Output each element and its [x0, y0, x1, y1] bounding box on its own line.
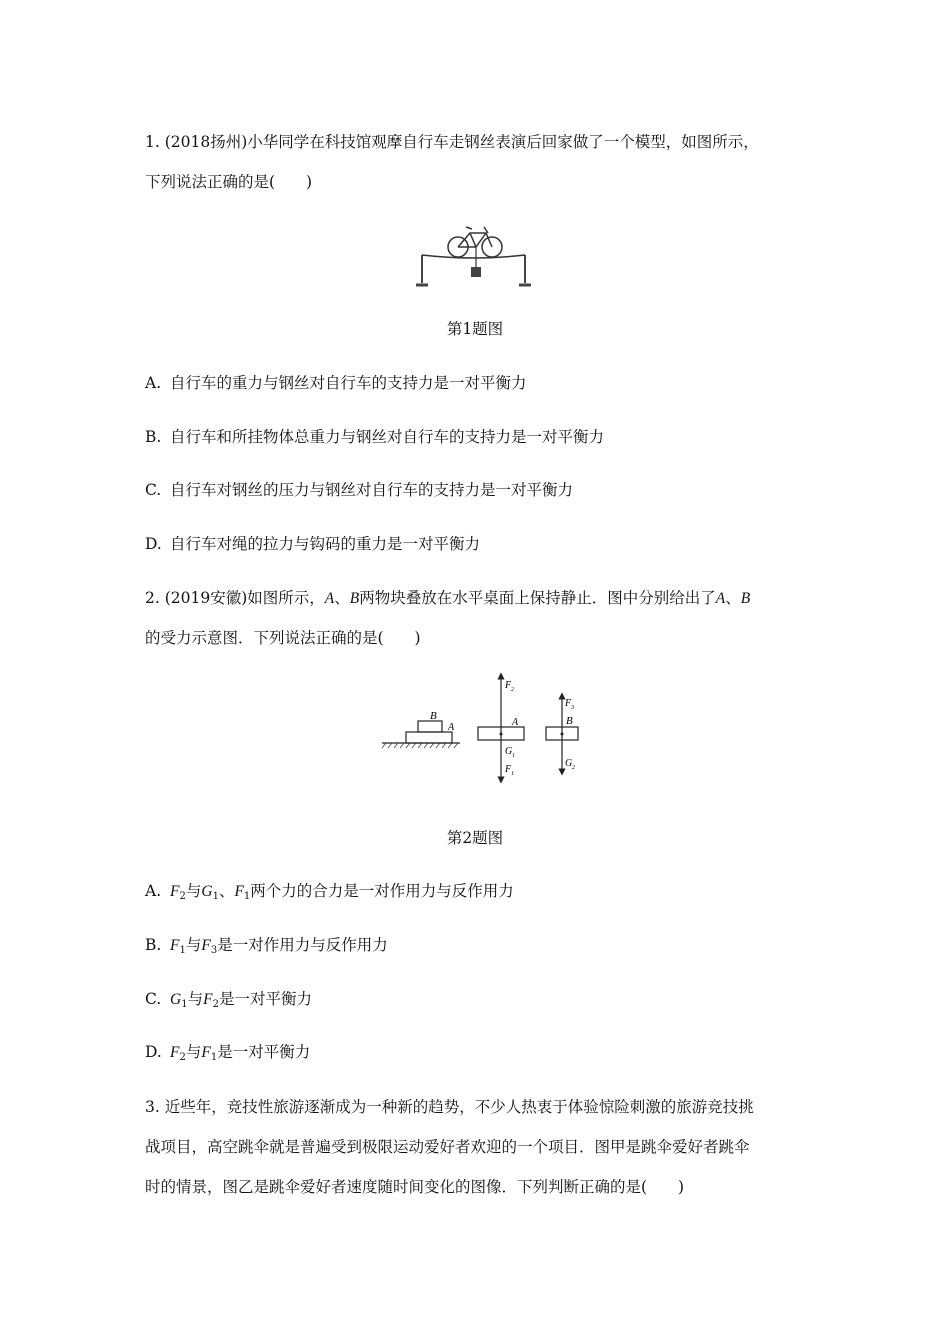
label-a: A: [448, 722, 455, 733]
stacked-blocks-diagram: [382, 710, 460, 748]
label-f3: F: [565, 698, 572, 709]
var: F: [170, 937, 180, 954]
option-label: C.: [145, 481, 162, 499]
label-g1: G: [505, 746, 513, 757]
text: 是一对作用力与反作用力: [217, 936, 388, 954]
text: 与: [185, 936, 202, 954]
block-a: [406, 732, 452, 743]
text: 是一对平衡力: [217, 1043, 311, 1061]
label-f1-sub: 1: [511, 771, 514, 777]
q1-stem-1: 小华同学在科技馆观摩自行车走钢丝表演后回家做了一个模型，如图所示，: [247, 133, 759, 151]
force-diagram-a: [478, 676, 524, 780]
option-label: B.: [145, 428, 162, 446]
q2-number: 2.: [145, 589, 160, 607]
q1-option-c: [145, 478, 573, 500]
sub: 1: [181, 999, 188, 1010]
var-a: A: [715, 590, 726, 607]
var-b: B: [349, 590, 360, 607]
sep: 、: [334, 589, 350, 607]
q3-line2: 战项目，高空跳伞就是普遍受到极限运动爱好者欢迎的一个项目．图甲是跳伞爱好者跳伞: [145, 1138, 750, 1156]
q2-figure-force-diagrams: [378, 668, 598, 786]
q2-option-b: [145, 933, 388, 956]
label-g1-sub: 1: [512, 753, 515, 759]
q3-stem-1: 近些年，竞技性旅游逐渐成为一种新的趋势，不少人热衷于体验惊险刺激的旅游竞技挑: [164, 1098, 754, 1116]
var: F: [201, 937, 211, 954]
bicycle-icon: [448, 227, 502, 257]
option-label: A.: [145, 882, 162, 900]
sub: 1: [210, 1052, 218, 1063]
q2-stem-b: 两物块叠放在水平桌面上保持静止．图中分别给出了: [359, 589, 716, 607]
text: 与: [185, 1043, 202, 1061]
var: F: [203, 991, 213, 1008]
q3-line1: [145, 1095, 754, 1117]
option-label: C.: [145, 990, 162, 1008]
option-label: D.: [145, 1043, 162, 1061]
q3-line3: 时的情景，图乙是跳伞爱好者速度随时间变化的图像．下列判断正确的是( ): [145, 1178, 685, 1196]
q1-line2: 下列说法正确的是( ): [145, 173, 313, 191]
q1-number: 1.: [145, 133, 160, 151]
var: F: [170, 883, 180, 900]
label-g2: G: [565, 758, 573, 769]
force-diagram-b: [546, 696, 578, 772]
option-text: 自行车对钢丝的压力与钢丝对自行车的支持力是一对平衡力: [170, 481, 574, 499]
sub: 1: [212, 891, 219, 902]
wire: [422, 255, 525, 258]
text: 、: [218, 882, 235, 900]
option-label: B.: [145, 936, 162, 954]
var: F: [170, 1044, 180, 1061]
sub: 2: [179, 1052, 186, 1063]
q2-caption: 第2题图: [446, 829, 504, 847]
label-f2-sub: 2: [511, 687, 514, 693]
q1-figure-bicycle-on-wire: [410, 215, 540, 290]
q1-source: (2018扬州): [164, 133, 248, 151]
q2-line1: [145, 586, 750, 608]
label-f3-sub: 3: [571, 705, 574, 711]
q2-option-a: [145, 879, 514, 902]
text: 是一对平衡力: [218, 990, 312, 1008]
var: G: [170, 991, 182, 1008]
var: G: [201, 883, 213, 900]
label-f1: F: [505, 764, 512, 775]
label-f2: F: [505, 680, 512, 691]
label-g2-sub: 2: [572, 765, 575, 771]
q1-option-a: [145, 371, 527, 393]
sub: 1: [243, 891, 251, 902]
sub: 2: [179, 891, 186, 902]
sub: 3: [210, 945, 218, 956]
label-b: B: [430, 710, 437, 722]
q2-option-d: [145, 1040, 310, 1063]
text: 与: [185, 882, 202, 900]
var-a: A: [324, 590, 335, 607]
hanging-weight: [471, 267, 481, 277]
option-text: 自行车和所挂物体总重力与钢丝对自行车的支持力是一对平衡力: [170, 428, 605, 446]
text: 两个力的合力是一对作用力与反作用力: [250, 882, 514, 900]
q2-source: (2019安徽): [164, 589, 248, 607]
block-b: [418, 721, 442, 732]
var: F: [234, 883, 244, 900]
sep: 、: [725, 589, 741, 607]
q3-number: 3.: [145, 1098, 160, 1116]
label-a-force: A: [512, 717, 519, 728]
q1-option-d: [145, 532, 480, 554]
option-text: 自行车的重力与钢丝对自行车的支持力是一对平衡力: [170, 374, 527, 392]
label-b-force: B: [566, 715, 573, 727]
option-label: D.: [145, 535, 162, 553]
text: 与: [187, 990, 204, 1008]
q1-line1: [145, 130, 759, 152]
sub: 2: [212, 999, 219, 1010]
option-label: A.: [145, 374, 162, 392]
q1-option-b: [145, 425, 604, 447]
q2-stem-a: 如图所示，: [247, 589, 325, 607]
var: F: [201, 1044, 211, 1061]
q2-line2: 的受力示意图．下列说法正确的是( ): [145, 629, 421, 647]
var-b: B: [740, 590, 751, 607]
option-text: 自行车对绳的拉力与钩码的重力是一对平衡力: [170, 535, 481, 553]
q1-caption: 第1题图: [446, 320, 504, 338]
sub: 1: [179, 945, 186, 956]
q2-option-c: [145, 987, 312, 1010]
